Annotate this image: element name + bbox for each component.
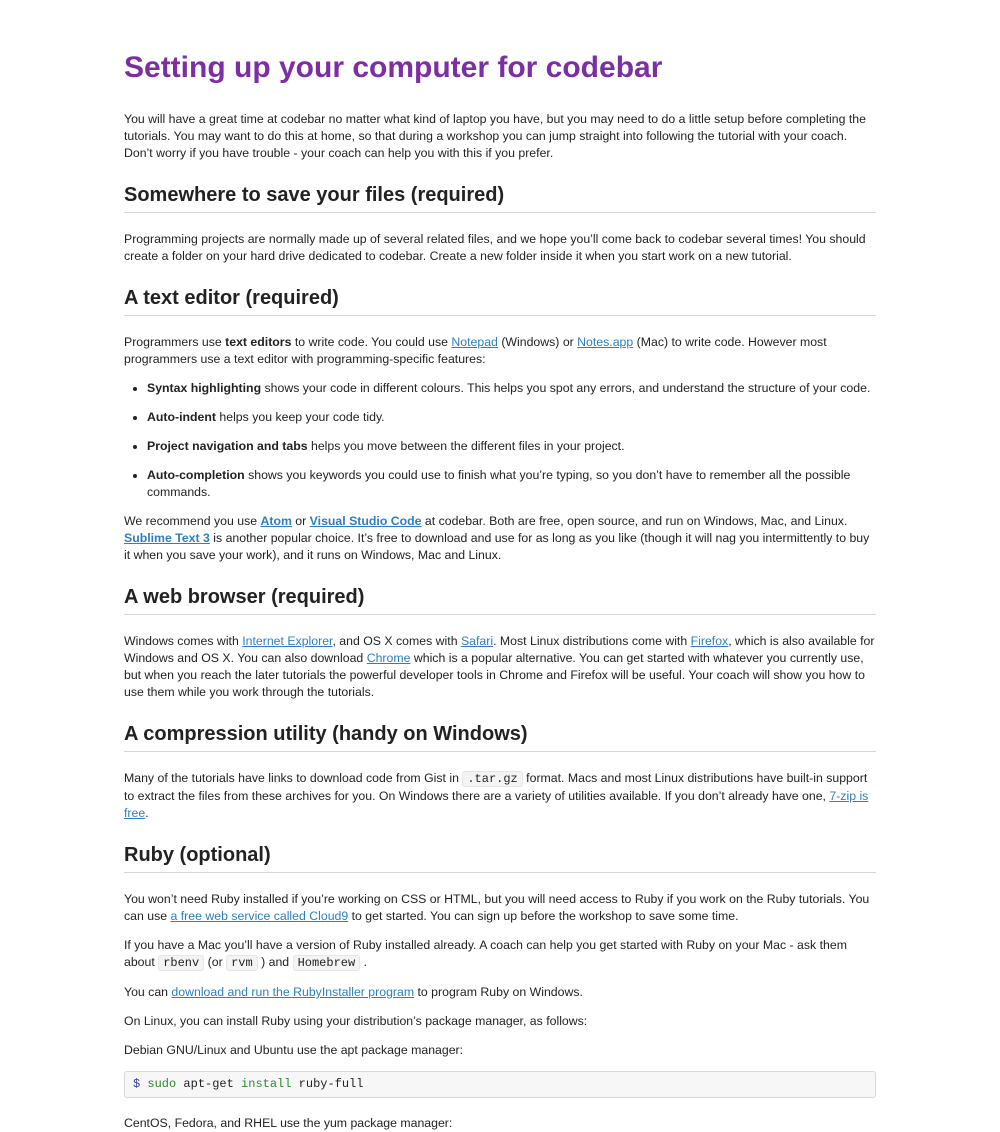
text: Many of the tutorials have links to download code from Gist in (124, 771, 463, 785)
browser-heading-wrap (124, 583, 876, 615)
cloud9-link[interactable]: a free web service called Cloud9 (170, 909, 349, 923)
files-paragraph: Programming projects are normally made up of several related files, and we hope you’ll come back to codebar several times! You should create a folder on your hard drive dedicated to codebar. Create a new folder inside it when you start work on a new tutorial. (124, 232, 866, 263)
vscode-link[interactable]: Visual Studio Code (309, 514, 422, 528)
compression-heading-wrap (124, 720, 876, 752)
text: Programmers use (124, 335, 226, 349)
rubyinstaller-link[interactable]: download and run the RubyInstaller program (171, 985, 415, 999)
editor-heading-wrap (124, 284, 876, 316)
text: to write code. You could use (291, 335, 452, 349)
list-item (147, 467, 876, 501)
feature-text: shows you keywords you could use to finish what you’re typing, so you don’t have to remember all the possible commands. (147, 468, 851, 499)
editor-paragraph-2 (124, 513, 876, 564)
text: to program Ruby on Windows. (414, 985, 583, 999)
list-item (147, 438, 876, 455)
sublime-link[interactable]: Sublime Text 3 (124, 531, 210, 545)
editor-heading: A text editor (required) (124, 284, 876, 316)
text: . Most Linux distributions come with (493, 634, 691, 648)
feature-name: Auto-completion (147, 468, 245, 482)
cmd-sudo: sudo (147, 1077, 177, 1091)
cmd-package: ruby-full (298, 1077, 364, 1091)
editor-features-list (124, 380, 876, 501)
ruby-paragraph-6: CentOS, Fedora, and RHEL use the yum package manager: (124, 1116, 453, 1130)
text: Windows comes with (124, 634, 243, 648)
page-title: Setting up your computer for codebar (124, 51, 663, 84)
chrome-link[interactable]: Chrome (366, 651, 411, 665)
text: We recommend you use (124, 514, 261, 528)
notepad-link[interactable]: Notepad (451, 335, 498, 349)
atom-link[interactable]: Atom (260, 514, 292, 528)
text: is another popular choice. It’s free to download and use for as long as you like (though it will nag you intermittently to buy it when you save your work), and it runs on Windows, Mac and Linux. (124, 531, 870, 562)
text: or (291, 514, 310, 528)
page-content (124, 0, 876, 1132)
text: , and OS X comes with (332, 634, 461, 648)
text: ) and (257, 955, 293, 969)
feature-name: Auto-indent (147, 410, 216, 424)
text: You can (124, 985, 172, 999)
homebrew-code: Homebrew (293, 955, 361, 971)
feature-text: shows your code in different colours. This helps you spot any errors, and understand the structure of your code. (261, 381, 871, 395)
notes-app-link[interactable]: Notes.app (577, 335, 634, 349)
internet-explorer-link[interactable]: Internet Explorer (242, 634, 333, 648)
list-item (147, 409, 876, 426)
compression-paragraph (124, 770, 876, 822)
ruby-paragraph-5: Debian GNU/Linux and Ubuntu use the apt package manager: (124, 1043, 464, 1057)
text: . (145, 806, 149, 820)
list-item (147, 380, 876, 397)
text-editors-term: text editors (225, 335, 292, 349)
ruby-paragraph-1 (124, 891, 876, 925)
7zip-link[interactable]: 7-zip is free (124, 789, 869, 820)
cmd-install: install (241, 1077, 292, 1091)
cmd-prompt: $ (133, 1077, 141, 1091)
ruby-paragraph-3 (124, 984, 876, 1001)
rvm-code: rvm (226, 955, 258, 971)
apt-command-block (124, 1071, 876, 1098)
ruby-paragraph-2 (124, 937, 876, 972)
editor-paragraph-1 (124, 334, 876, 368)
text: (Mac) to write code. However most programmers use a text editor with programming-specific features: (124, 335, 827, 366)
intro-paragraph: You will have a great time at codebar no matter what kind of laptop you have, but you may need to do a little setup before completing the tutorials. You may want to do this at home, so that during a workshop you can jump straight into following the tutorial with your coach. Don’t worry if you have trouble - your coach can help you with this if you prefer. (124, 112, 866, 160)
tar-gz-code: .tar.gz (462, 771, 522, 787)
feature-text: helps you keep your code tidy. (215, 410, 385, 424)
ruby-heading: Ruby (optional) (124, 841, 876, 873)
feature-name: Project navigation and tabs (147, 439, 308, 453)
browser-paragraph (124, 633, 876, 701)
firefox-link[interactable]: Firefox (690, 634, 729, 648)
text: If you have a Mac you’ll have a version of Ruby installed already. A coach can help you get started with Ruby on your Mac - ask them about (124, 938, 847, 969)
text: at codebar. Both are free, open source, and run on Windows, Mac, and Linux. (421, 514, 848, 528)
safari-link[interactable]: Safari (460, 634, 494, 648)
feature-text: helps you move between the different files in your project. (307, 439, 625, 453)
text: , which is also available for Windows and OS X. You can also download (124, 634, 875, 665)
rbenv-code: rbenv (158, 955, 204, 971)
text: . (360, 955, 368, 969)
text: to get started. You can sign up before the workshop to save some time. (348, 909, 739, 923)
ruby-paragraph-4: On Linux, you can install Ruby using your distribution’s package manager, as follows: (124, 1014, 588, 1028)
cmd-apt-get: apt-get (183, 1077, 234, 1091)
files-heading-wrap (124, 181, 876, 213)
feature-name: Syntax highlighting (147, 381, 262, 395)
text: (Windows) or (497, 335, 578, 349)
text: You won’t need Ruby installed if you’re working on CSS or HTML, but you will need access to Ruby if you work on the Ruby tutorials. You can use (124, 892, 870, 923)
browser-heading: A web browser (required) (124, 583, 876, 615)
files-heading: Somewhere to save your files (required) (124, 181, 876, 213)
compression-heading: A compression utility (handy on Windows) (124, 720, 876, 752)
text: format. Macs and most Linux distributions have built-in support to extract the files from these archives for you. On Windows there are a variety of utilities available. If you don’t already have one, (124, 771, 868, 803)
text: (or (204, 955, 227, 969)
ruby-heading-wrap (124, 841, 876, 873)
text: which is a popular alternative. You can get started with whatever you currently use, but when you reach the later tutorials the powerful developer tools in Chrome and Firefox will be useful. Your coach will show you how to use them while you work through the tutorials. (124, 651, 865, 699)
